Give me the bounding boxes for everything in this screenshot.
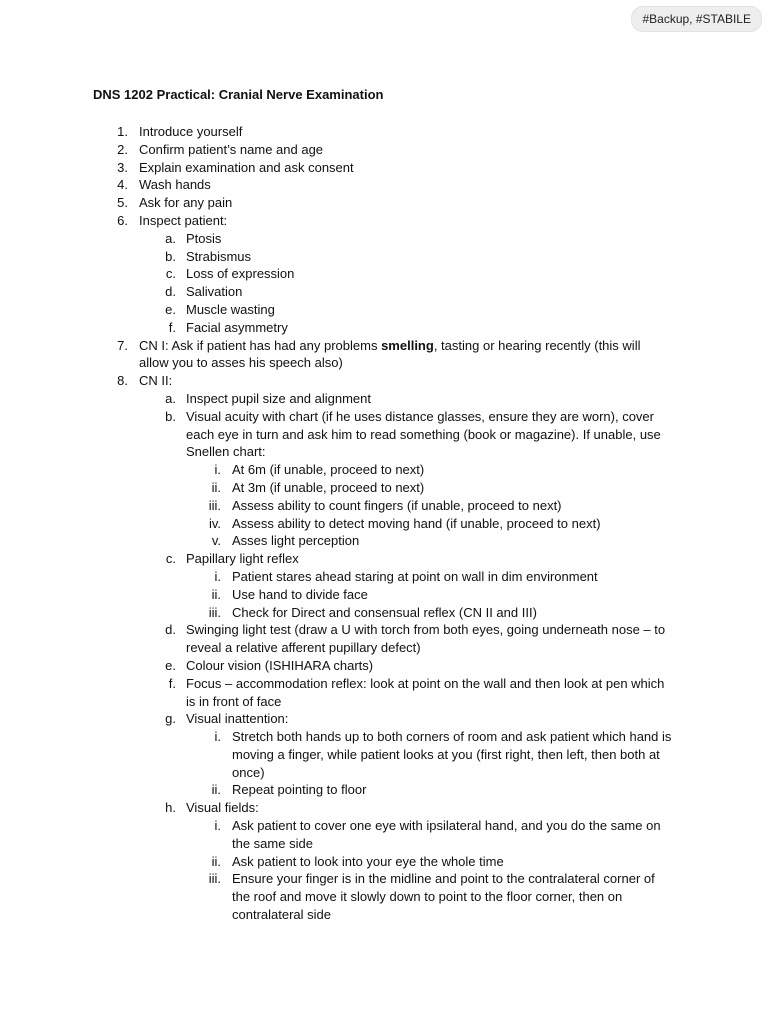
list-item-text: Ask for any pain [139,195,233,211]
list-item-text: Visual fields: [186,800,259,816]
list-item-marker: g. [165,711,176,727]
list-item [0,319,768,337]
list-item-text: At 6m (if unable, proceed to next) [232,462,425,478]
list-item-text: Facial asymmetry [186,319,288,335]
list-item-marker: d. [165,284,176,300]
list-item-text: Strabismus [186,248,252,264]
list-item-marker: a. [165,230,176,246]
list-item [0,550,768,568]
list-item-marker: 8. [117,373,128,389]
list-item-marker: a. [165,390,176,406]
list-item [0,853,768,871]
list-item [0,176,768,194]
list-item [0,390,768,408]
exam-steps-list [0,123,768,924]
list-item-text: Muscle wasting [186,301,275,317]
list-item-text: Inspect patient: [139,212,228,228]
list-item-text: Ptosis [186,230,222,246]
list-item-marker: h. [165,800,176,816]
list-item-marker: e. [165,301,176,317]
list-item-marker: e. [165,657,176,673]
list-item-marker: ii. [211,853,221,869]
list-item-text: Focus – accommodation reflex: look at point on the wall and then look at pen which is in front of face [186,675,665,709]
list-item-text: Swinging light test (draw a U with torch from both eyes, going underneath nose – to reveal a relative afferent pupillary defect) [186,622,666,656]
list-item [0,194,768,212]
list-item-marker: i. [214,462,221,478]
list-item-marker: 1. [117,124,128,139]
list-item [0,372,768,390]
list-item-text: Confirm patient’s name and age [139,141,324,157]
list-item-text: Use hand to divide face [232,586,368,602]
list-item [0,817,768,853]
list-item [0,212,768,230]
list-item-text: Visual acuity with chart (if he uses distance glasses, ensure they are worn), cover each eye in turn and ask him to read something (book or magazine). If unable, use Snellen chart: [186,408,661,460]
list-item-text: Salivation [186,284,243,300]
list-item-marker: f. [168,319,176,335]
list-item-text: Repeat pointing to floor [232,782,367,798]
list-item-marker: 6. [117,212,128,228]
tag-badge[interactable]: #Backup, #STABILE [631,6,762,32]
list-item-marker: iv. [208,515,221,531]
list-item-text: Inspect pupil size and alignment [186,390,372,406]
list-item-text: Papillary light reflex [186,551,299,567]
list-item-text: Assess ability to detect moving hand (if unable, proceed to next) [232,515,601,531]
list-item-marker: iii. [208,497,221,513]
list-item-text: Ensure your finger is in the midline and point to the contralateral corner of the roof and move it slowly down to point to the floor corner, then on contralateral side [232,871,655,923]
list-item-text: Ask patient to cover one eye with ipsilateral hand, and you do the same on the same side [232,818,661,851]
list-item [0,497,768,515]
list-item [0,532,768,550]
list-item-text-part: , tasting or hearing recently (this will allow you to asses his speech also) [139,337,641,371]
list-item [0,586,768,604]
list-item [0,781,768,799]
list-item-marker: d. [165,622,176,638]
list-item [0,799,768,817]
list-item-marker: ii. [211,479,221,495]
list-item-text: Colour vision (ISHIHARA charts) [186,657,374,673]
list-item-marker: ii. [211,586,221,602]
list-item [0,159,768,177]
list-item-marker: 7. [117,337,128,353]
list-item-marker: b. [165,408,176,424]
list-item-marker: i. [214,568,221,584]
list-item-marker: 2. [117,141,128,157]
list-item-text: CN II: [139,373,173,389]
emphasis-text: smelling [381,337,434,353]
list-item-text-part: CN I: Ask if patient has had any problems [139,337,382,353]
list-item [0,141,768,159]
list-item-marker: 3. [117,159,128,175]
list-item-text: Asses light perception [232,533,360,549]
list-item-marker: v. [211,533,221,549]
list-item-text: Wash hands [139,177,211,193]
list-item [0,870,768,923]
list-item [0,621,768,657]
list-item-text: Loss of expression [186,266,295,282]
list-item [0,604,768,622]
list-item [0,248,768,266]
list-item [0,710,768,728]
list-item-text: Stretch both hands up to both corners of room and ask patient which hand is moving a finger, while patient looks at you (first right, then left, then both at once) [232,729,672,780]
list-item [0,461,768,479]
list-item-marker: c. [165,266,176,282]
list-item-text: Explain examination and ask consent [139,159,354,175]
list-item [0,568,768,586]
list-item-marker: i. [214,729,221,745]
list-item [0,301,768,319]
list-item-marker: b. [165,248,176,264]
list-item [0,728,768,781]
list-item [0,675,768,711]
list-item [0,283,768,301]
list-item-marker: iii. [208,604,221,620]
list-item-text: At 3m (if unable, proceed to next) [232,479,425,495]
list-item-marker: i. [214,818,221,834]
list-item [0,337,768,373]
list-item-marker: f. [168,675,176,691]
list-item [0,479,768,497]
list-item-marker: c. [165,551,176,567]
list-item-text [139,337,671,373]
list-item [0,515,768,533]
list-item [0,657,768,675]
list-item [0,265,768,283]
list-item-marker: iii. [208,871,221,887]
list-item-marker: ii. [211,782,221,798]
list-item-marker: 5. [117,195,128,211]
list-item [0,408,768,461]
list-item-marker: 4. [117,177,128,193]
list-item [0,123,768,141]
list-item-text: Ask patient to look into your eye the whole time [232,853,504,869]
list-item-text: Assess ability to count fingers (if unable, proceed to next) [232,497,562,513]
list-item-text: Introduce yourself [139,124,243,139]
list-item-text: Visual inattention: [186,711,289,727]
list-item-text: Patient stares ahead staring at point on wall in dim environment [232,568,598,584]
list-item [0,230,768,248]
list-item-text: Check for Direct and consensual reflex (CN II and III) [232,604,537,620]
document-title: DNS 1202 Practical: Cranial Nerve Examination [93,87,384,102]
